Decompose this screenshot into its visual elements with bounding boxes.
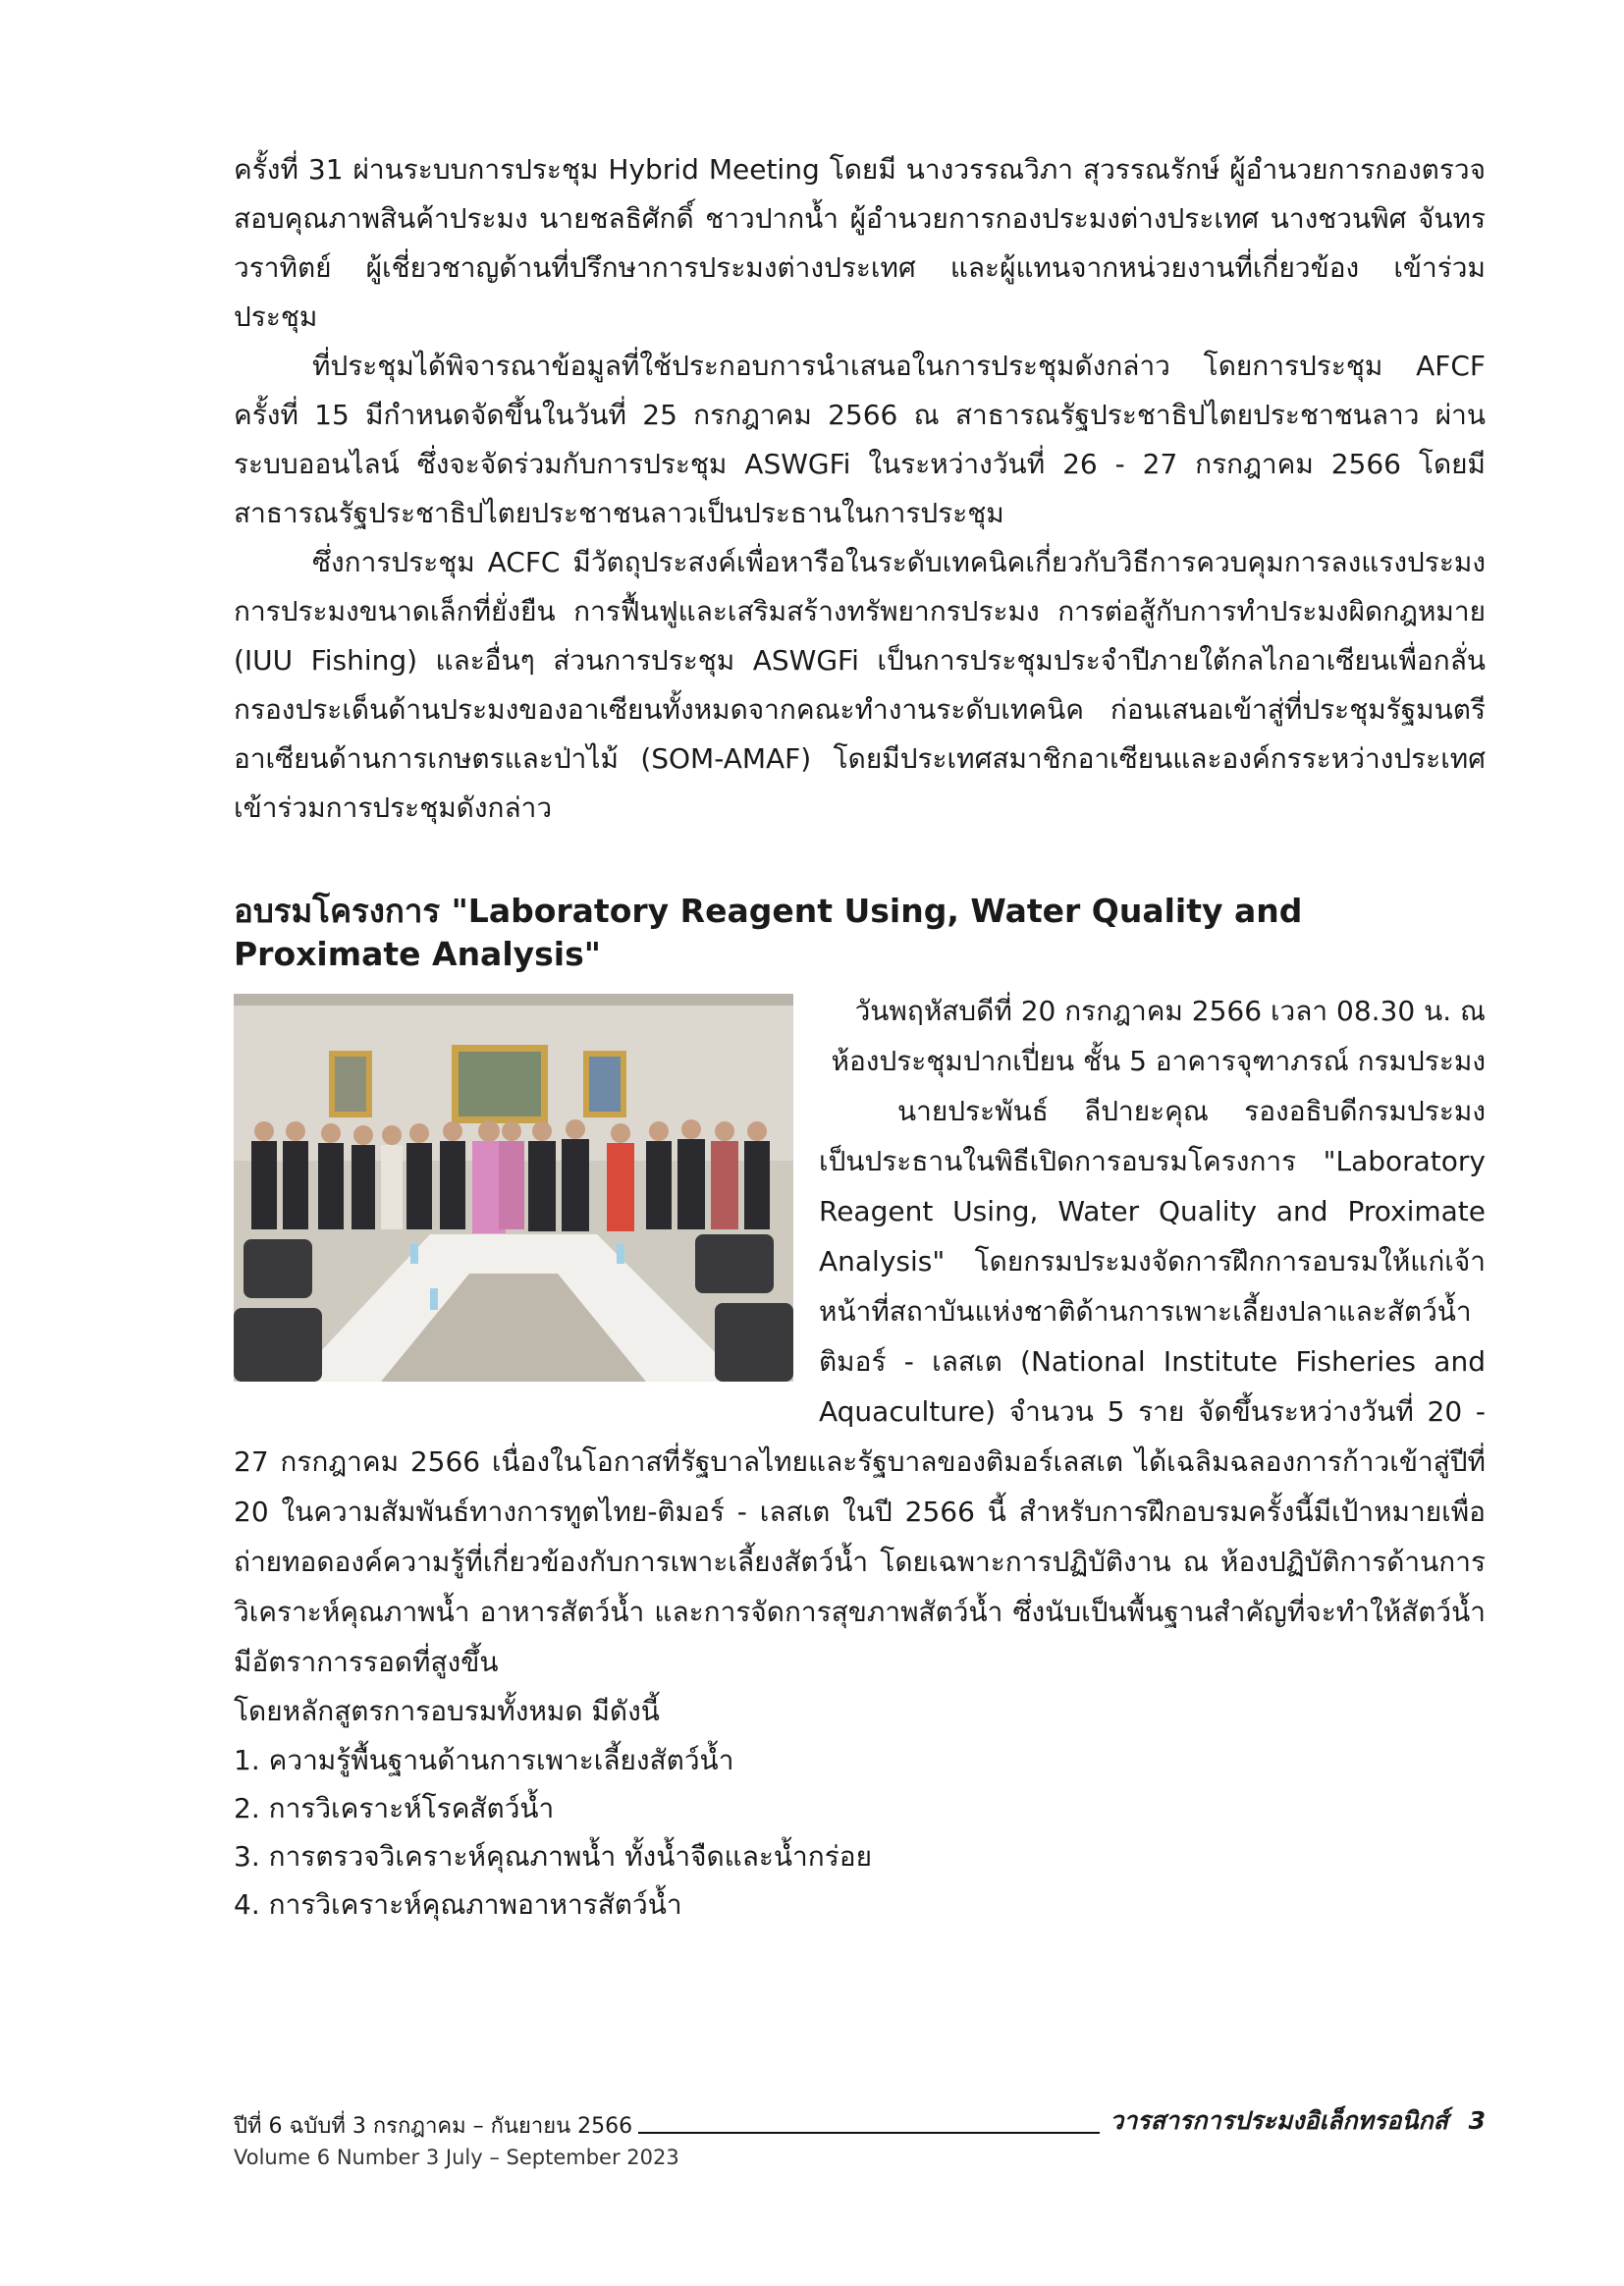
paragraph-event-datetime: วันพฤหัสบดีที่ 20 กรกฎาคม 2566 เวลา 08.30 น. ณ ห้องประชุมปากเปี่ยน ชั้น 5 อาคารจุฑาภรณ์ กรมประมง (831, 995, 1486, 1077)
paragraph-training-details: นายประพันธ์ ลีปายะคุณ รองอธิบดีกรมประมง เป็นประธานในพิธีเปิดการอบรมโครงการ "Laboratory Reagent Using, Water Quality and Proximate Analysis" โดยกรมประมงจัดการฝึกการอบรมให้แก่เจ้าหน้าที่สถาบันแห่งชาติด้านการเพาะเลี้ยงปลาและสัตว์น้ำติมอร์ - เลสเต (National Institute Fisheries and Aquaculture) จำนวน 5 ราย จัดขึ้นระหว่างวันที่ 20 - 27 กรกฎาคม 2566 เนื่องในโอกาสที่รัฐบาลไทยและรัฐบาลของติมอร์เลสเต ได้เฉลิมฉลองการก้าวเข้าสู่ปีที่ 20 ในความสัมพันธ์ทางการทูตไทย-ติมอร์ - เลสเต ในปี 2566 นี้ สำหรับการฝึกอบรมครั้งนี้มีเป้าหมายเพื่อถ่ายทอดองค์ความรู้ที่เกี่ยวข้องกับการเพาะเลี้ยงสัตว์น้ำ โดยเฉพาะการปฏิบัติงาน ณ ห้องปฏิบัติการด้านการวิเคราะห์คุณภาพน้ำ อาหารสัตว์น้ำ และการจัดการสุขภาพสัตว์น้ำ ซึ่งนับเป็นพื้นฐานสำคัญที่จะทำให้สัตว์น้ำมีอัตราการรอดที่สูงขึ้น (234, 1095, 1486, 1678)
curriculum-list (234, 1736, 1486, 1929)
list-item: 1. ความรู้พื้นฐานด้านการเพาะเลี้ยงสัตว์น้ำ (234, 1744, 734, 1776)
list-item: 4. การวิเคราะห์คุณภาพอาหารสัตว์น้ำ (234, 1888, 682, 1921)
footer-journal-title (1110, 2101, 1486, 2141)
footer-divider (638, 2132, 1100, 2134)
article-body (234, 145, 1486, 1929)
paragraph-meeting-attendees: ครั้งที่ 31 ผ่านระบบการประชุม Hybrid Meeting โดยมี นางวรรณวิภา สุวรรณรักษ์ ผู้อำนวยการกองตรวจสอบคุณภาพสินค้าประมง นายชลธิศักดิ์ ชาวปากน้ำ ผู้อำนวยการกองประมงต่างประเทศ นางชวนพิศ จันทรวราทิตย์ ผู้เชี่ยวชาญด้านที่ปรึกษาการประมงต่างประเทศ และผู้แทนจากหน่วยงานที่เกี่ยวข้อง เข้าร่วมประชุม (234, 153, 1486, 333)
meeting-room-photo-illustration (234, 994, 793, 1382)
paragraph-afcf-schedule: ที่ประชุมได้พิจารณาข้อมูลที่ใช้ประกอบการนำเสนอในการประชุมดังกล่าว โดยการประชุม AFCF ครั้งที่ 15 มีกำหนดจัดขึ้นในวันที่ 25 กรกฎาคม 2566 ณ สาธารณรัฐประชาธิปไตยประชาชนลาว ผ่านระบบออนไลน์ ซึ่งจะจัดร่วมกับการประชุม ASWGFi ในระหว่างวันที่ 26 - 27 กรกฎาคม 2566 โดยมีสาธารณรัฐประชาธิปไตยประชาชนลาวเป็นประธานในการประชุม (234, 350, 1486, 529)
list-item: 2. การวิเคราะห์โรคสัตว์น้ำ (234, 1792, 555, 1824)
journal-title: วารสารการประมงอิเล็กทรอนิกส์ (1110, 2106, 1448, 2135)
paragraph-acfc-objectives: ซึ่งการประชุม ACFC มีวัตถุประสงค์เพื่อหารือในระดับเทคนิคเกี่ยวกับวิธีการควบคุมการลงแรงประมงการประมงขนาดเล็กที่ยั่งยืน การฟื้นฟูและเสริมสร้างทรัพยากรประมง การต่อสู้กับการทำประมงผิดกฎหมาย (IUU Fishing) และอื่นๆ ส่วนการประชุม ASWGFi เป็นการประชุมประจำปีภายใต้กลไกอาเซียนเพื่อกลั่นกรองประเด็นด้านประมงของอาเซียนทั้งหมดจากคณะทำงานระดับเทคนิค ก่อนเสนอเข้าสู่ที่ประชุมรัฐมนตรีอาเซียนด้านการเกษตรและป่าไม้ (SOM-AMAF) โดยมีประเทศสมาชิกอาเซียนและองค์กรระหว่างประเทศเข้าร่วมการประชุมดังกล่าว (234, 546, 1486, 824)
footer-issue-thai: ปีที่ 6 ฉบับที่ 3 กรกฎาคม – กันยายน 2566 (234, 2114, 633, 2139)
footer-issue-english: Volume 6 Number 3 July – September 2023 (234, 2146, 679, 2169)
curriculum-intro: โดยหลักสูตรการอบรมทั้งหมด มีดังนี้ (234, 1695, 660, 1727)
section-heading: อบรมโครงการ "Laboratory Reagent Using, Water Quality and Proximate Analysis" (234, 892, 1303, 973)
group-photo (234, 994, 793, 1382)
list-item: 3. การตรวจวิเคราะห์คุณภาพน้ำ ทั้งน้ำจืดและน้ำกร่อย (234, 1840, 872, 1873)
page-number: 3 (1468, 2106, 1486, 2135)
page-footer (234, 2101, 1486, 2172)
